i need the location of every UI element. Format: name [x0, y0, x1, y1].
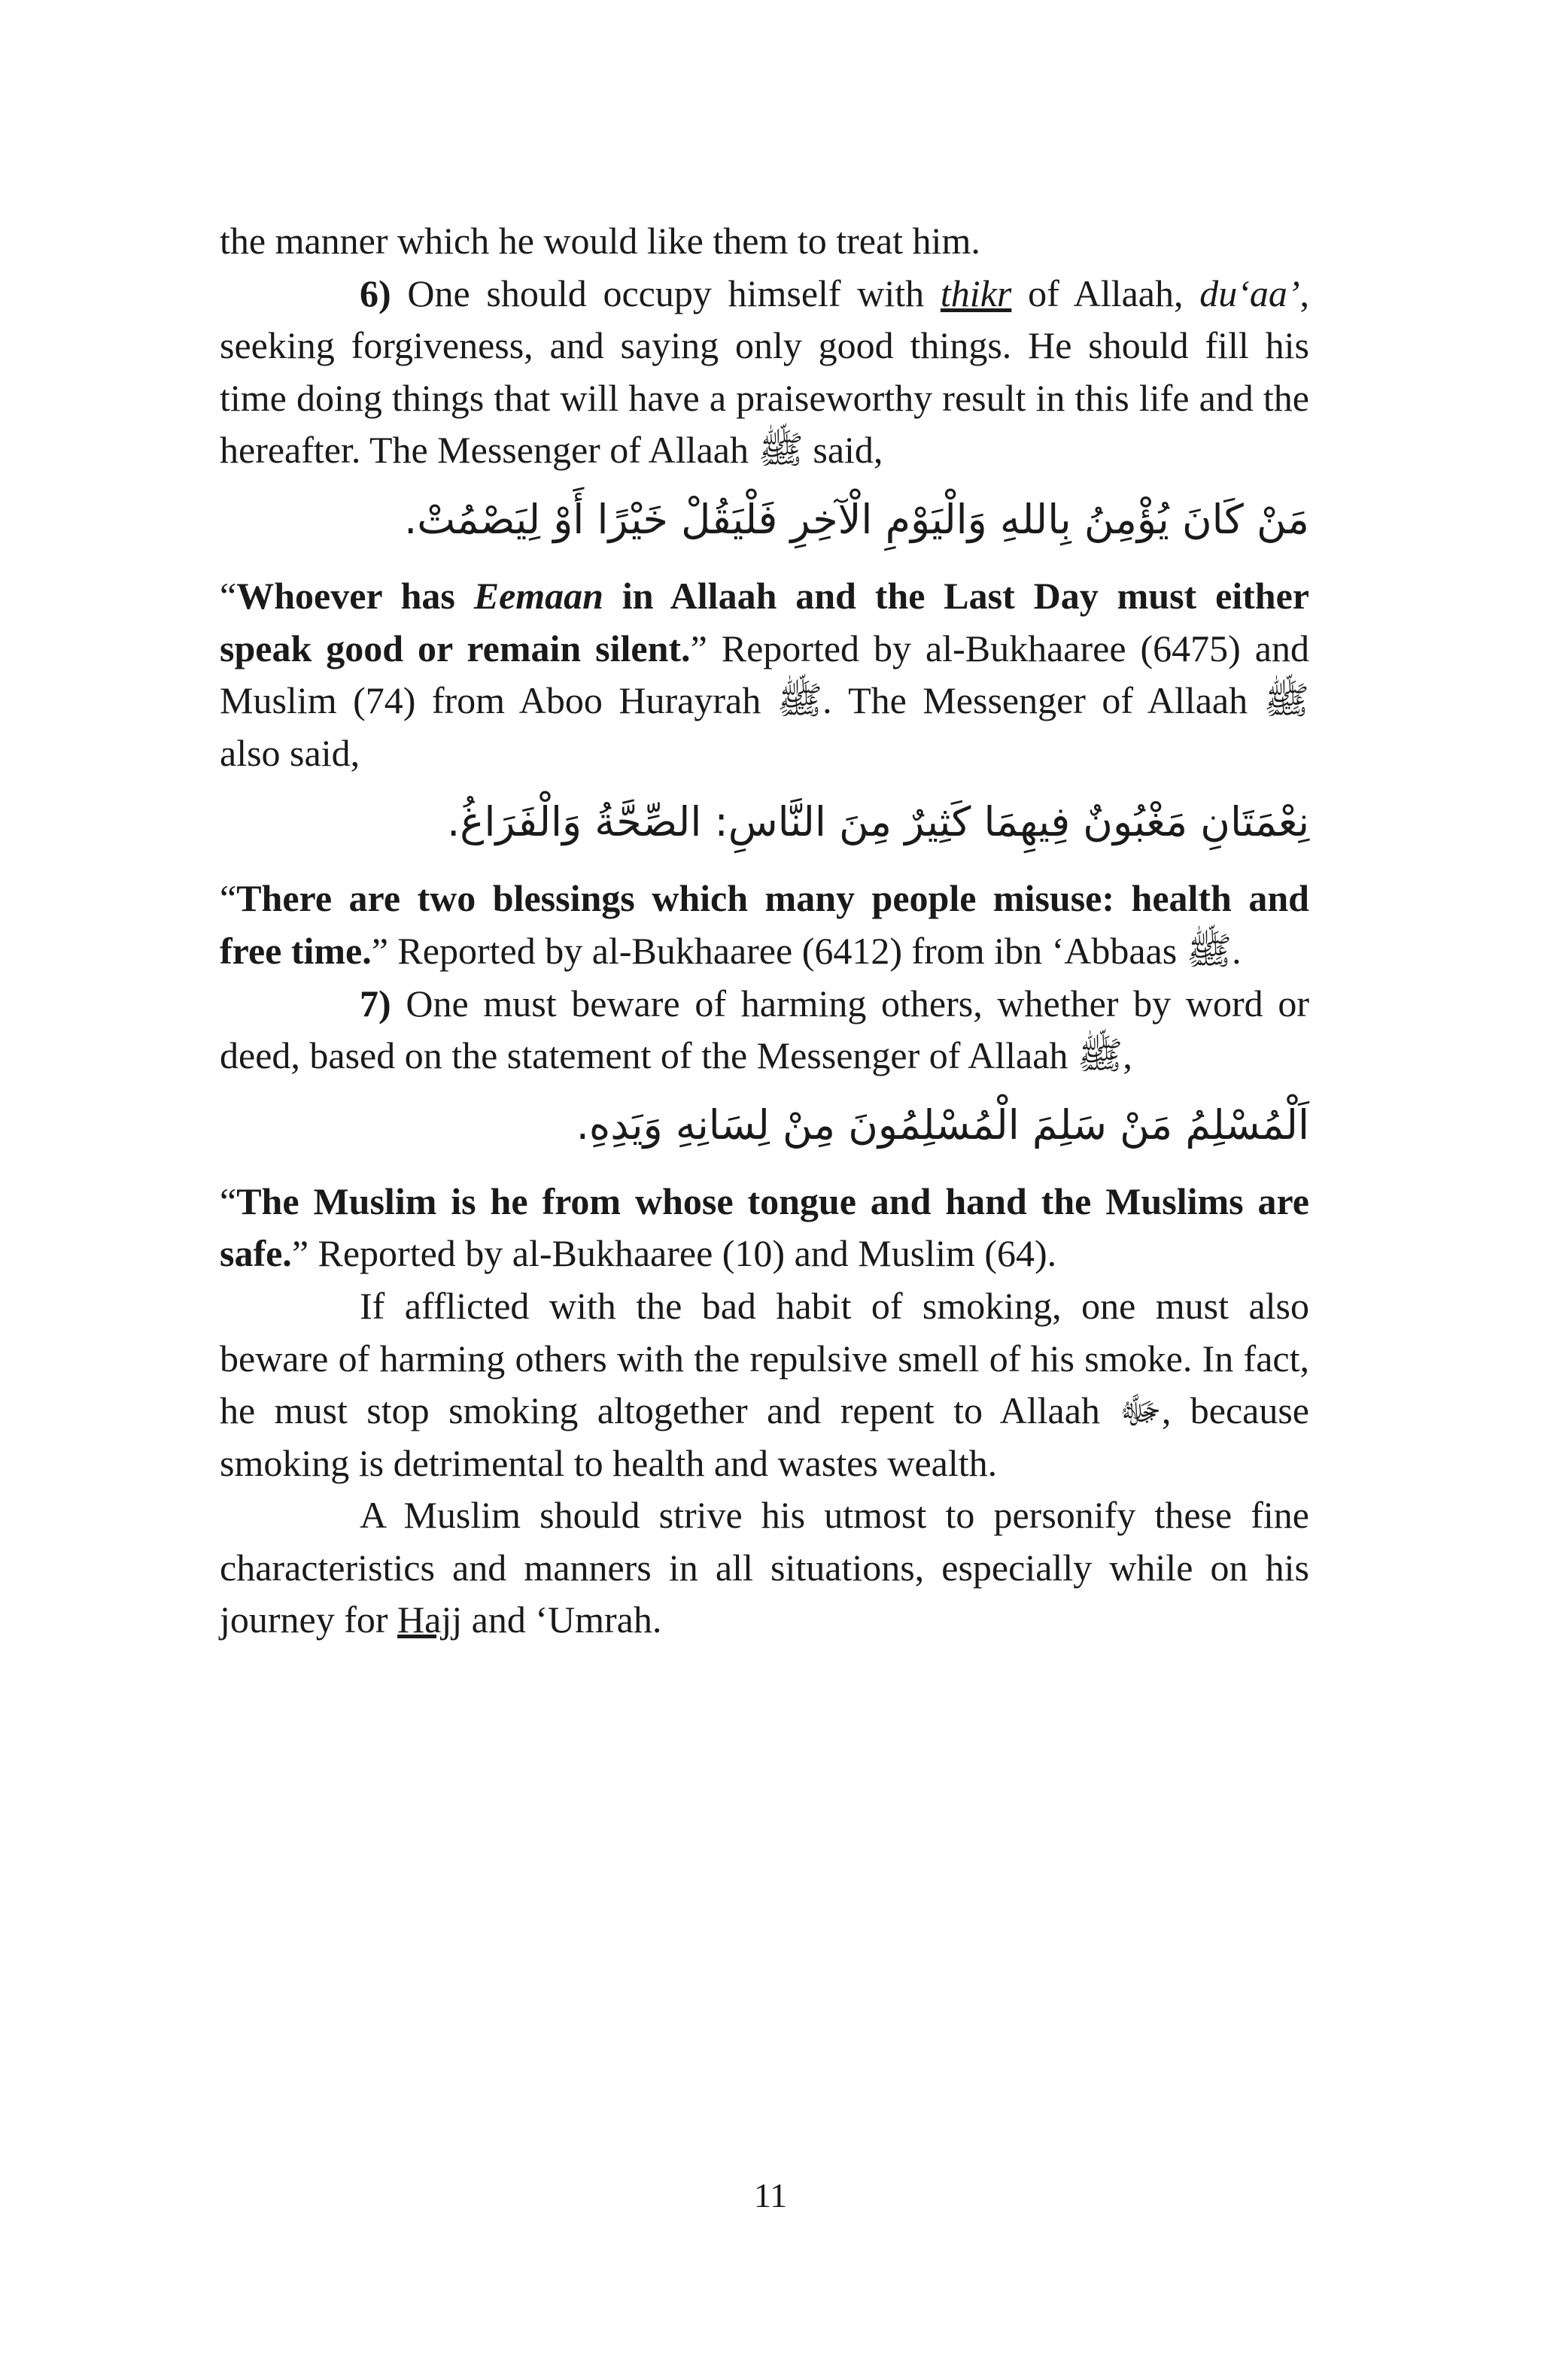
glorification-symbol: ﷻ	[1119, 1389, 1162, 1432]
page-body	[220, 215, 1309, 1647]
point-number: 6)	[360, 272, 391, 314]
salutation-symbol: ﷺ	[758, 429, 804, 472]
translation-hadith-1: “Whoever has Eemaan in Allaah and the Last Day must either speak good or remain silent.” Reported by al-Bukhaaree (6475) and Muslim (74) from Aboo Hurayrah ﷺ. The Messenger of Allaah ﷺ also said,	[220, 574, 1309, 774]
arabic-hadith-2: نِعْمَتَانِ مَغْبُونٌ فِيهِمَا كَثِيرٌ مِنَ النَّاسِ: الصِّحَّةُ وَالْفَرَاغُ.	[447, 798, 1309, 846]
hadith-translation-bold: Whoever has Eemaan in Allaah and the Last Day must either speak good or remain silent.	[220, 574, 1309, 669]
honorific-symbol: ﷺ	[777, 679, 823, 722]
page-number: 11	[753, 2176, 788, 2215]
paragraph-conclusion: A Muslim should strive his utmost to personify these fine characteristics and manners in all situations, especially while on his journey for Hajj and ‘Umrah.	[220, 1494, 1309, 1641]
paragraph-point-7: 7) One must beware of harming others, whether by word or deed, based on the statement of the Messenger of Allaah ﷺ,	[220, 982, 1309, 1077]
term-thikr: thikr	[940, 272, 1012, 314]
hadith-translation-bold: The Muslim is he from whose tongue and hand the Muslims are safe.	[220, 1179, 1309, 1275]
term-hajj: Hajj	[397, 1598, 463, 1641]
hadith-translation-bold: There are two blessings which many people misuse: health and free time.	[220, 877, 1309, 972]
salutation-symbol: ﷺ	[1077, 1034, 1123, 1077]
paragraph-point-6: 6) One should occupy himself with thikr of Allaah, du‘aa’, seeking forgiveness, and saying only good things. He should fill his time doing things that will have a praiseworthy result in this life and the hereafter. The Messenger of Allaah ﷺ said,	[220, 272, 1309, 472]
arabic-hadith-3: اَلْمُسْلِمُ مَنْ سَلِمَ الْمُسْلِمُونَ مِنْ لِسَانِهِ وَيَدِهِ.	[576, 1100, 1309, 1149]
salutation-symbol: ﷺ	[1263, 679, 1309, 722]
term-eemaan: Eemaan	[473, 574, 603, 617]
translation-hadith-2: “There are two blessings which many people misuse: health and free time.” Reported by al-Bukhaaree (6412) from ibn ‘Abbaas ﷺ.	[220, 877, 1309, 972]
term-duaa: du‘aa’	[1199, 272, 1300, 314]
paragraph-continuation: the manner which he would like them to treat him.	[220, 220, 980, 262]
honorific-symbol: ﷺ	[1186, 929, 1232, 972]
arabic-hadith-1: مَنْ كَانَ يُؤْمِنُ بِاللهِ وَالْيَوْمِ الْآخِرِ فَلْيَقُلْ خَيْرًا أَوْ لِيَصْمُتْ.	[404, 495, 1309, 543]
paragraph-smoking: If afflicted with the bad habit of smoking, one must also beware of harming others with the repulsive smell of his smoke. In fact, he must stop smoking altogether and repent to Allaah ﷻ, because smoking is detrimental to health and wastes wealth.	[220, 1284, 1309, 1484]
point-number: 7)	[360, 982, 391, 1025]
translation-hadith-3: “The Muslim is he from whose tongue and hand the Muslims are safe.” Reported by al-Bukhaaree (10) and Muslim (64).	[220, 1179, 1309, 1275]
